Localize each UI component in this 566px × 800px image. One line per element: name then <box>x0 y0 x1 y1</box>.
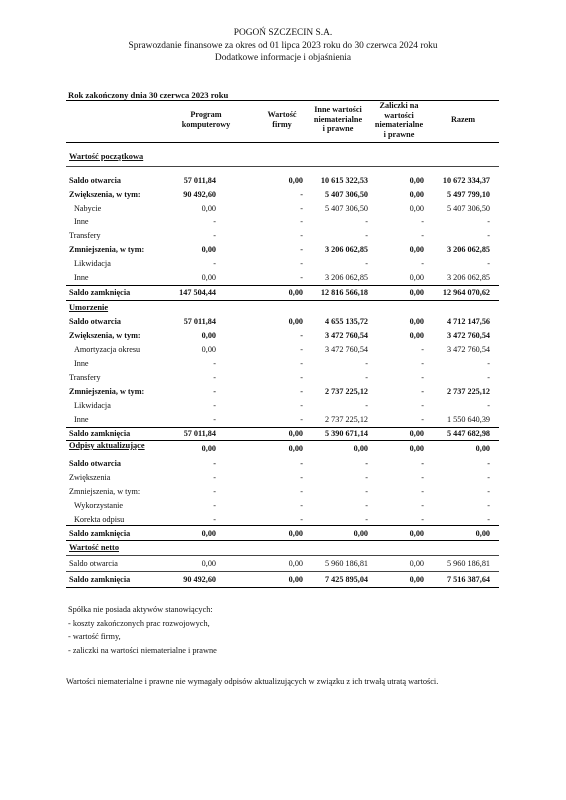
row-value: - <box>300 401 303 410</box>
row-value: - <box>365 501 368 510</box>
row-value: 0,00 <box>475 529 490 538</box>
table-row <box>66 472 499 486</box>
section-title: Dodatkowe informacje i objaśnienia <box>214 53 352 63</box>
row-value: - <box>487 459 490 468</box>
row-value: 10 672 334,37 <box>442 176 490 185</box>
row-value: 0,00 <box>409 190 424 199</box>
closing-note: Wartości niematerialne i prawne nie wymagały odpisów aktualizujących w związku z ich trwałą utratą wartości. <box>66 677 439 686</box>
row-value: - <box>365 473 368 482</box>
table-rule <box>66 587 499 588</box>
row-value: - <box>213 373 216 382</box>
row-value: 0,00 <box>201 529 216 538</box>
row-value: 0,00 <box>201 444 216 453</box>
row-value: 5 497 799,10 <box>447 190 490 199</box>
row-label: Korekta odpisu <box>74 515 125 524</box>
row-value: - <box>300 217 303 226</box>
table-row <box>66 287 499 301</box>
row-value: - <box>300 459 303 468</box>
row-label: Zwiększenia, w tym: <box>69 331 141 340</box>
row-value: - <box>300 473 303 482</box>
row-value: - <box>365 459 368 468</box>
row-label: Saldo zamknięcia <box>69 575 131 584</box>
row-value: - <box>421 501 424 510</box>
row-value: 0,00 <box>409 529 424 538</box>
table-row <box>66 316 499 330</box>
row-value: - <box>421 359 424 368</box>
row-value: - <box>487 359 490 368</box>
row-label: Inne <box>74 217 89 226</box>
table-row <box>66 203 499 217</box>
document-header <box>0 27 566 65</box>
table-row <box>66 175 499 189</box>
column-header: Wartość firmy <box>267 110 297 129</box>
note-line: - wartość firmy, <box>68 632 121 642</box>
row-value: - <box>421 473 424 482</box>
row-label: Amortyzacja okresu <box>74 345 141 354</box>
column-header: Inne wartości niematerialne i prawne <box>313 105 363 134</box>
row-value: - <box>213 259 216 268</box>
row-value: 0,00 <box>353 444 368 453</box>
row-value: - <box>365 259 368 268</box>
row-label: Transfery <box>69 373 101 382</box>
row-value: 0,00 <box>201 559 216 568</box>
row-value: - <box>365 487 368 496</box>
table-rule <box>66 285 499 286</box>
row-value: 5 960 186,81 <box>447 559 490 568</box>
row-label: Likwidacja <box>74 259 111 268</box>
row-value: - <box>213 459 216 468</box>
row-value: 0,00 <box>409 288 424 297</box>
row-value: 3 472 760,54 <box>325 331 368 340</box>
table-row <box>66 486 499 500</box>
row-value: 0,00 <box>201 345 216 354</box>
row-value: 0,00 <box>201 331 216 340</box>
table-row <box>66 344 499 358</box>
row-label: Saldo otwarcia <box>69 559 118 568</box>
row-value: 2 737 225,12 <box>325 387 368 396</box>
row-label: Saldo otwarcia <box>69 176 121 185</box>
row-value: 3 206 062,85 <box>447 245 490 254</box>
row-value: 0,00 <box>201 204 216 213</box>
table-row <box>66 414 499 428</box>
row-value: - <box>300 245 303 254</box>
row-value: - <box>300 515 303 524</box>
row-value: 0,00 <box>288 444 303 453</box>
subsection-heading: Wartość netto <box>69 543 120 552</box>
company-name: POGOŃ SZCZECIN S.A. <box>233 28 333 38</box>
row-value: 3 472 760,54 <box>447 331 490 340</box>
table-row <box>66 189 499 203</box>
row-value: - <box>300 487 303 496</box>
row-value: - <box>487 515 490 524</box>
row-label: Saldo zamknięcia <box>69 529 131 538</box>
row-value: - <box>213 387 216 396</box>
table-row <box>66 244 499 258</box>
row-value: 0,00 <box>201 273 216 282</box>
row-value: 0,00 <box>409 575 424 584</box>
table-rule <box>66 166 499 167</box>
row-value: 4 655 135,72 <box>325 317 368 326</box>
row-value: - <box>421 387 424 396</box>
row-value: - <box>213 473 216 482</box>
note-line: - koszty zakończonych prac rozwojowych, <box>68 618 210 628</box>
table-row <box>66 400 499 414</box>
row-value: - <box>300 190 303 199</box>
table-rule <box>66 427 499 428</box>
table-row <box>66 386 499 400</box>
table-top-rule <box>66 100 499 101</box>
row-value: 3 472 760,54 <box>325 345 368 354</box>
table-row <box>66 372 499 386</box>
row-value: - <box>213 401 216 410</box>
row-value: 57 011,84 <box>183 429 216 438</box>
table-rule <box>66 571 499 572</box>
row-value: - <box>365 359 368 368</box>
row-value: 0,00 <box>288 317 303 326</box>
table-row <box>66 216 499 230</box>
note-line: - zaliczki na wartości niematerialne i prawne <box>68 645 217 655</box>
row-value: - <box>300 387 303 396</box>
row-label: Zwiększenia <box>69 473 111 482</box>
row-value: - <box>213 231 216 240</box>
row-value: - <box>365 401 368 410</box>
row-value: 0,00 <box>409 245 424 254</box>
row-value: - <box>487 501 490 510</box>
row-value: - <box>487 217 490 226</box>
row-value: - <box>213 415 216 424</box>
row-value: - <box>365 515 368 524</box>
table-row <box>66 230 499 244</box>
row-value: 12 964 070,62 <box>442 288 490 297</box>
row-value: 0,00 <box>409 559 424 568</box>
row-value: 3 472 760,54 <box>447 345 490 354</box>
row-value: - <box>487 473 490 482</box>
row-value: - <box>487 231 490 240</box>
row-value: 0,00 <box>288 288 303 297</box>
row-value: - <box>300 359 303 368</box>
row-value: 0,00 <box>201 245 216 254</box>
row-value: 147 504,44 <box>179 288 216 297</box>
row-value: - <box>213 359 216 368</box>
row-label: Wykorzystanie <box>74 501 124 510</box>
row-value: - <box>487 401 490 410</box>
row-value: - <box>421 415 424 424</box>
row-value: 5 407 306,50 <box>325 190 368 199</box>
row-value: - <box>487 487 490 496</box>
row-value: 0,00 <box>353 529 368 538</box>
row-value: - <box>421 459 424 468</box>
report-title: Sprawozdanie finansowe za okres od 01 lipca 2023 roku do 30 czerwca 2024 roku <box>128 40 438 51</box>
row-value: - <box>421 345 424 354</box>
table-row <box>66 358 499 372</box>
row-value: 3 206 062,85 <box>325 245 368 254</box>
row-value: 0,00 <box>409 273 424 282</box>
row-label: Inne <box>74 359 89 368</box>
row-value: - <box>213 217 216 226</box>
note-line: Spółka nie posiada aktywów stanowiących: <box>68 605 213 614</box>
row-value: 5 960 186,81 <box>325 559 368 568</box>
row-value: - <box>213 487 216 496</box>
table-rule <box>66 300 499 301</box>
table-rule <box>66 525 499 526</box>
row-value: 10 615 322,53 <box>320 176 368 185</box>
table-rule <box>66 555 499 556</box>
row-value: 0,00 <box>288 529 303 538</box>
row-value: 0,00 <box>475 444 490 453</box>
table-row <box>66 574 499 588</box>
row-value: - <box>213 501 216 510</box>
row-value: 2 737 225,12 <box>447 387 490 396</box>
row-value: - <box>365 231 368 240</box>
row-value: 0,00 <box>409 176 424 185</box>
row-value: - <box>300 204 303 213</box>
row-label: Saldo zamknięcia <box>69 429 131 438</box>
table-row <box>66 258 499 272</box>
row-value: 3 206 062,85 <box>447 273 490 282</box>
row-value: 5 407 306,50 <box>447 204 490 213</box>
row-label: Inne <box>74 273 89 282</box>
subsection-heading: Umorzenie <box>69 303 109 312</box>
row-value: - <box>300 259 303 268</box>
row-value: - <box>421 487 424 496</box>
row-value: 1 550 640,39 <box>447 415 490 424</box>
row-value: - <box>487 373 490 382</box>
row-label: Inne <box>74 415 89 424</box>
row-value: - <box>300 273 303 282</box>
row-label: Transfery <box>69 231 101 240</box>
row-value: 5 407 306,50 <box>325 204 368 213</box>
row-value: - <box>421 373 424 382</box>
row-value: 0,00 <box>409 204 424 213</box>
row-label: Saldo zamknięcia <box>69 288 131 297</box>
row-value: 90 492,60 <box>183 575 216 584</box>
row-value: - <box>300 501 303 510</box>
row-value: 0,00 <box>288 559 303 568</box>
row-value: 12 816 566,18 <box>320 288 368 297</box>
column-header: Zaliczki na wartości niematerialne i prawne <box>374 101 424 139</box>
row-value: 3 206 062,85 <box>325 273 368 282</box>
row-value: 90 492,60 <box>183 190 216 199</box>
row-value: - <box>213 515 216 524</box>
row-value: - <box>300 331 303 340</box>
table-row <box>66 458 499 472</box>
row-label: Zmniejszenia, w tym: <box>69 245 145 254</box>
row-value: 4 712 147,56 <box>447 317 490 326</box>
row-value: 0,00 <box>409 444 424 453</box>
row-value: 57 011,84 <box>183 317 216 326</box>
row-value: 57 011,84 <box>183 176 216 185</box>
row-value: - <box>421 217 424 226</box>
row-value: 7 516 387,64 <box>447 575 490 584</box>
header-rule <box>66 142 499 143</box>
row-value: - <box>300 415 303 424</box>
row-value: 7 425 895,04 <box>325 575 368 584</box>
row-value: - <box>421 231 424 240</box>
row-value: - <box>421 515 424 524</box>
row-value: - <box>300 373 303 382</box>
table-rule <box>66 540 499 541</box>
row-value: 5 390 671,14 <box>325 429 368 438</box>
row-value: 5 447 682,98 <box>447 429 490 438</box>
subsection-heading: Odpisy aktualizujące <box>69 441 145 450</box>
table-row <box>66 272 499 286</box>
table-rule <box>66 440 499 441</box>
table-row <box>66 500 499 514</box>
row-label: Likwidacja <box>74 401 111 410</box>
row-value: 0,00 <box>288 176 303 185</box>
row-value: 0,00 <box>288 575 303 584</box>
row-value: - <box>365 217 368 226</box>
row-value: - <box>421 259 424 268</box>
row-label: Saldo otwarcia <box>69 459 121 468</box>
row-value: - <box>300 231 303 240</box>
row-value: - <box>300 345 303 354</box>
column-header: Program komputerowy <box>181 110 231 129</box>
row-label: Zmniejszenia, w tym: <box>69 487 141 496</box>
table-row <box>66 558 499 572</box>
column-header: Razem <box>450 115 476 124</box>
row-value: - <box>487 259 490 268</box>
row-label: Nabycie <box>74 204 102 213</box>
table-title: Rok zakończony dnia 30 czerwca 2023 roku <box>68 90 229 100</box>
subsection-heading: Wartość początkowa <box>69 152 144 161</box>
row-label: Zmniejszenia, w tym: <box>69 387 145 396</box>
row-value: - <box>365 373 368 382</box>
row-value: 2 737 225,12 <box>325 415 368 424</box>
table-row <box>66 330 499 344</box>
row-value: 0,00 <box>288 429 303 438</box>
row-value: - <box>421 401 424 410</box>
notes <box>68 603 217 657</box>
row-label: Saldo otwarcia <box>69 317 121 326</box>
row-value: 0,00 <box>409 317 424 326</box>
row-label: Zwiększenia, w tym: <box>69 190 141 199</box>
row-value: 0,00 <box>409 429 424 438</box>
row-value: 0,00 <box>409 331 424 340</box>
